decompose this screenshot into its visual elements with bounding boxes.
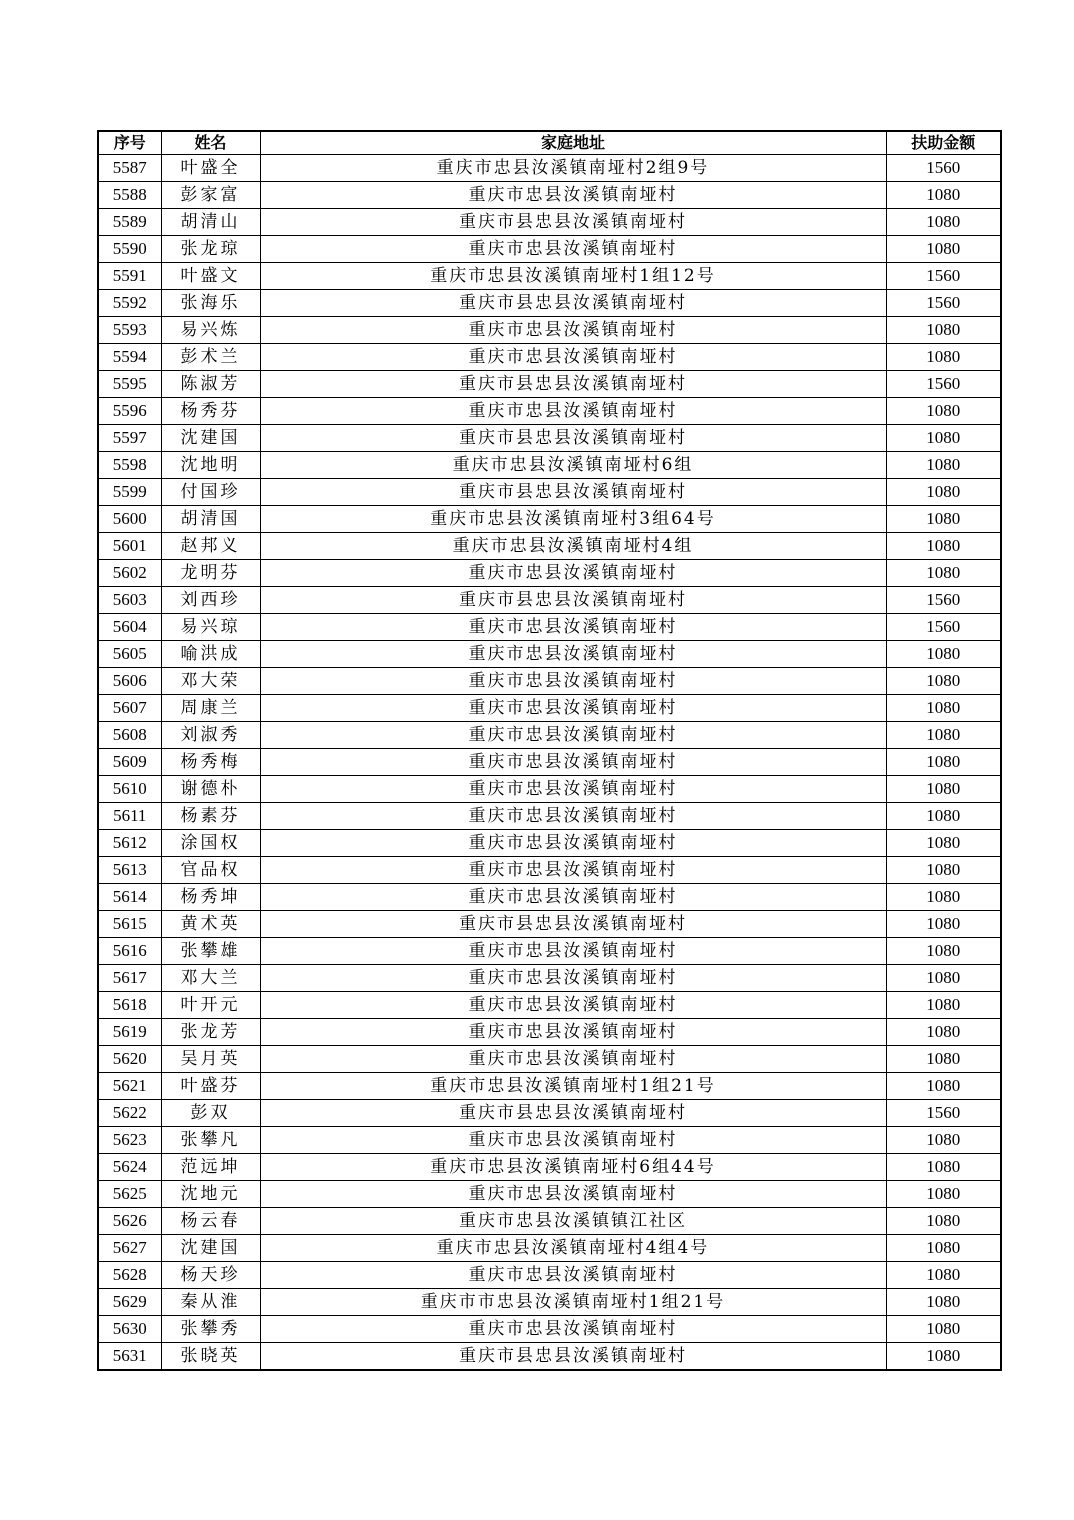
cell-seq: 5621 [98, 1073, 161, 1100]
cell-name: 陈淑芳 [161, 371, 260, 398]
cell-address: 重庆市忠县汝溪镇南垭村 [260, 236, 886, 263]
cell-name: 杨秀梅 [161, 749, 260, 776]
cell-amount: 1080 [886, 1316, 1001, 1343]
cell-address: 重庆市县忠县汝溪镇南垭村 [260, 1343, 886, 1371]
cell-seq: 5610 [98, 776, 161, 803]
cell-address: 重庆市忠县汝溪镇南垭村 [260, 695, 886, 722]
cell-seq: 5593 [98, 317, 161, 344]
table-row [98, 695, 1001, 722]
cell-name: 叶盛全 [161, 155, 260, 182]
cell-address: 重庆市忠县汝溪镇南垭村 [260, 398, 886, 425]
cell-seq: 5592 [98, 290, 161, 317]
table-row [98, 1316, 1001, 1343]
table-row [98, 1073, 1001, 1100]
cell-address: 重庆市忠县汝溪镇南垭村 [260, 1019, 886, 1046]
header-name: 姓名 [161, 131, 260, 155]
cell-seq: 5599 [98, 479, 161, 506]
cell-name: 周康兰 [161, 695, 260, 722]
cell-address: 重庆市忠县汝溪镇南垭村4组4号 [260, 1235, 886, 1262]
cell-seq: 5612 [98, 830, 161, 857]
cell-amount: 1080 [886, 1181, 1001, 1208]
cell-seq: 5600 [98, 506, 161, 533]
cell-name: 沈建国 [161, 1235, 260, 1262]
table-row [98, 911, 1001, 938]
table-row [98, 641, 1001, 668]
cell-address: 重庆市忠县汝溪镇南垭村 [260, 1127, 886, 1154]
cell-name: 谢德朴 [161, 776, 260, 803]
table-row [98, 425, 1001, 452]
cell-amount: 1080 [886, 236, 1001, 263]
cell-seq: 5601 [98, 533, 161, 560]
cell-amount: 1080 [886, 1289, 1001, 1316]
table-row [98, 1100, 1001, 1127]
table-row [98, 884, 1001, 911]
cell-address: 重庆市忠县汝溪镇南垭村1组21号 [260, 1073, 886, 1100]
cell-amount: 1080 [886, 776, 1001, 803]
cell-seq: 5606 [98, 668, 161, 695]
table-row [98, 803, 1001, 830]
cell-name: 叶开元 [161, 992, 260, 1019]
table-row [98, 1019, 1001, 1046]
cell-name: 张龙芳 [161, 1019, 260, 1046]
cell-address: 重庆市忠县汝溪镇南垭村 [260, 722, 886, 749]
cell-amount: 1080 [886, 992, 1001, 1019]
cell-seq: 5588 [98, 182, 161, 209]
cell-seq: 5587 [98, 155, 161, 182]
cell-amount: 1080 [886, 209, 1001, 236]
cell-amount: 1080 [886, 668, 1001, 695]
table-row [98, 290, 1001, 317]
cell-seq: 5604 [98, 614, 161, 641]
cell-seq: 5622 [98, 1100, 161, 1127]
cell-name: 杨秀芬 [161, 398, 260, 425]
cell-amount: 1080 [886, 803, 1001, 830]
cell-address: 重庆市忠县汝溪镇南垭村1组12号 [260, 263, 886, 290]
cell-address: 重庆市忠县汝溪镇南垭村 [260, 1181, 886, 1208]
cell-amount: 1080 [886, 479, 1001, 506]
cell-amount: 1080 [886, 1208, 1001, 1235]
cell-seq: 5628 [98, 1262, 161, 1289]
cell-address: 重庆市忠县汝溪镇南垭村 [260, 992, 886, 1019]
cell-address: 重庆市县忠县汝溪镇南垭村 [260, 587, 886, 614]
cell-address: 重庆市忠县汝溪镇南垭村 [260, 965, 886, 992]
cell-seq: 5615 [98, 911, 161, 938]
cell-address: 重庆市忠县汝溪镇南垭村2组9号 [260, 155, 886, 182]
cell-name: 张龙琼 [161, 236, 260, 263]
cell-seq: 5620 [98, 1046, 161, 1073]
cell-amount: 1560 [886, 155, 1001, 182]
cell-seq: 5598 [98, 452, 161, 479]
cell-name: 邓大兰 [161, 965, 260, 992]
cell-name: 张攀雄 [161, 938, 260, 965]
cell-seq: 5602 [98, 560, 161, 587]
cell-address: 重庆市县忠县汝溪镇南垭村 [260, 1100, 886, 1127]
cell-address: 重庆市忠县汝溪镇南垭村 [260, 182, 886, 209]
cell-name: 杨素芬 [161, 803, 260, 830]
cell-address: 重庆市县忠县汝溪镇南垭村 [260, 911, 886, 938]
cell-name: 张攀凡 [161, 1127, 260, 1154]
cell-amount: 1560 [886, 371, 1001, 398]
table-row [98, 587, 1001, 614]
cell-address: 重庆市县忠县汝溪镇南垭村 [260, 425, 886, 452]
cell-name: 彭术兰 [161, 344, 260, 371]
table-row [98, 992, 1001, 1019]
cell-amount: 1080 [886, 425, 1001, 452]
cell-address: 重庆市忠县汝溪镇南垭村 [260, 560, 886, 587]
cell-name: 张攀秀 [161, 1316, 260, 1343]
table-row [98, 533, 1001, 560]
table-body [98, 155, 1001, 1371]
table-row [98, 560, 1001, 587]
table-row [98, 371, 1001, 398]
cell-address: 重庆市忠县汝溪镇南垭村 [260, 641, 886, 668]
cell-seq: 5618 [98, 992, 161, 1019]
cell-seq: 5591 [98, 263, 161, 290]
cell-amount: 1080 [886, 344, 1001, 371]
cell-address: 重庆市忠县汝溪镇南垭村 [260, 668, 886, 695]
cell-amount: 1080 [886, 938, 1001, 965]
cell-amount: 1080 [886, 1073, 1001, 1100]
cell-name: 沈地明 [161, 452, 260, 479]
cell-name: 沈地元 [161, 1181, 260, 1208]
table-row [98, 506, 1001, 533]
cell-amount: 1080 [886, 1343, 1001, 1371]
table-row [98, 155, 1001, 182]
table-row [98, 1235, 1001, 1262]
cell-address: 重庆市县忠县汝溪镇南垭村 [260, 371, 886, 398]
cell-name: 范远坤 [161, 1154, 260, 1181]
cell-seq: 5607 [98, 695, 161, 722]
cell-seq: 5624 [98, 1154, 161, 1181]
cell-name: 杨云春 [161, 1208, 260, 1235]
cell-seq: 5619 [98, 1019, 161, 1046]
table-row [98, 209, 1001, 236]
cell-amount: 1080 [886, 695, 1001, 722]
cell-address: 重庆市忠县汝溪镇南垭村 [260, 1316, 886, 1343]
cell-amount: 1560 [886, 614, 1001, 641]
cell-amount: 1080 [886, 182, 1001, 209]
table-row [98, 749, 1001, 776]
cell-address: 重庆市忠县汝溪镇南垭村 [260, 749, 886, 776]
cell-address: 重庆市忠县汝溪镇南垭村 [260, 1262, 886, 1289]
cell-seq: 5603 [98, 587, 161, 614]
table-row [98, 1262, 1001, 1289]
cell-name: 杨秀坤 [161, 884, 260, 911]
cell-address: 重庆市忠县汝溪镇南垭村 [260, 884, 886, 911]
cell-name: 彭双 [161, 1100, 260, 1127]
table-row [98, 479, 1001, 506]
cell-name: 秦从淮 [161, 1289, 260, 1316]
cell-amount: 1080 [886, 749, 1001, 776]
table-row [98, 614, 1001, 641]
table-row [98, 830, 1001, 857]
header-seq: 序号 [98, 131, 161, 155]
cell-amount: 1560 [886, 290, 1001, 317]
cell-name: 喻洪成 [161, 641, 260, 668]
cell-amount: 1080 [886, 722, 1001, 749]
table-row [98, 317, 1001, 344]
cell-amount: 1080 [886, 317, 1001, 344]
header-row [98, 131, 1001, 155]
cell-seq: 5630 [98, 1316, 161, 1343]
cell-seq: 5608 [98, 722, 161, 749]
table-row [98, 182, 1001, 209]
table-row [98, 236, 1001, 263]
cell-name: 易兴炼 [161, 317, 260, 344]
cell-address: 重庆市忠县汝溪镇南垭村 [260, 938, 886, 965]
cell-address: 重庆市忠县汝溪镇南垭村6组 [260, 452, 886, 479]
cell-address: 重庆市县忠县汝溪镇南垭村 [260, 290, 886, 317]
cell-name: 付国珍 [161, 479, 260, 506]
cell-address: 重庆市忠县汝溪镇镇江社区 [260, 1208, 886, 1235]
cell-name: 吴月英 [161, 1046, 260, 1073]
cell-name: 刘西珍 [161, 587, 260, 614]
table-row [98, 1289, 1001, 1316]
cell-seq: 5614 [98, 884, 161, 911]
cell-seq: 5590 [98, 236, 161, 263]
cell-name: 赵邦义 [161, 533, 260, 560]
cell-amount: 1560 [886, 587, 1001, 614]
cell-seq: 5623 [98, 1127, 161, 1154]
cell-seq: 5617 [98, 965, 161, 992]
cell-name: 胡清国 [161, 506, 260, 533]
cell-seq: 5625 [98, 1181, 161, 1208]
table-row [98, 938, 1001, 965]
cell-seq: 5589 [98, 209, 161, 236]
cell-address: 重庆市县忠县汝溪镇南垭村 [260, 209, 886, 236]
cell-amount: 1080 [886, 1046, 1001, 1073]
cell-amount: 1080 [886, 884, 1001, 911]
cell-seq: 5631 [98, 1343, 161, 1371]
cell-amount: 1560 [886, 263, 1001, 290]
cell-amount: 1080 [886, 1127, 1001, 1154]
cell-amount: 1080 [886, 857, 1001, 884]
table-row [98, 452, 1001, 479]
cell-amount: 1080 [886, 1019, 1001, 1046]
cell-name: 涂国权 [161, 830, 260, 857]
cell-address: 重庆市市忠县汝溪镇南垭村1组21号 [260, 1289, 886, 1316]
cell-name: 龙明芬 [161, 560, 260, 587]
cell-name: 刘淑秀 [161, 722, 260, 749]
header-amount: 扶助金额 [886, 131, 1001, 155]
cell-name: 叶盛文 [161, 263, 260, 290]
table-row [98, 398, 1001, 425]
cell-name: 张晓英 [161, 1343, 260, 1371]
table-row [98, 1127, 1001, 1154]
cell-address: 重庆市忠县汝溪镇南垭村 [260, 614, 886, 641]
cell-amount: 1080 [886, 533, 1001, 560]
cell-seq: 5629 [98, 1289, 161, 1316]
cell-name: 易兴琼 [161, 614, 260, 641]
table-row [98, 965, 1001, 992]
cell-address: 重庆市忠县汝溪镇南垭村 [260, 344, 886, 371]
cell-seq: 5595 [98, 371, 161, 398]
table-row [98, 344, 1001, 371]
table-row [98, 776, 1001, 803]
cell-name: 彭家富 [161, 182, 260, 209]
cell-amount: 1080 [886, 452, 1001, 479]
cell-address: 重庆市忠县汝溪镇南垭村 [260, 317, 886, 344]
cell-address: 重庆市忠县汝溪镇南垭村 [260, 776, 886, 803]
cell-amount: 1080 [886, 830, 1001, 857]
cell-seq: 5626 [98, 1208, 161, 1235]
cell-amount: 1080 [886, 560, 1001, 587]
cell-amount: 1080 [886, 506, 1001, 533]
table-row [98, 1181, 1001, 1208]
cell-seq: 5609 [98, 749, 161, 776]
cell-seq: 5611 [98, 803, 161, 830]
table-row [98, 263, 1001, 290]
cell-amount: 1080 [886, 911, 1001, 938]
cell-name: 叶盛芬 [161, 1073, 260, 1100]
table-row [98, 857, 1001, 884]
cell-address: 重庆市忠县汝溪镇南垭村4组 [260, 533, 886, 560]
cell-address: 重庆市忠县汝溪镇南垭村 [260, 830, 886, 857]
cell-amount: 1080 [886, 1235, 1001, 1262]
table-row [98, 1046, 1001, 1073]
cell-amount: 1080 [886, 1262, 1001, 1289]
assistance-roster-table [97, 130, 1002, 1371]
cell-address: 重庆市忠县汝溪镇南垭村 [260, 1046, 886, 1073]
cell-amount: 1080 [886, 398, 1001, 425]
cell-name: 沈建国 [161, 425, 260, 452]
cell-amount: 1560 [886, 1100, 1001, 1127]
cell-seq: 5596 [98, 398, 161, 425]
cell-address: 重庆市忠县汝溪镇南垭村3组64号 [260, 506, 886, 533]
cell-name: 黄术英 [161, 911, 260, 938]
cell-seq: 5605 [98, 641, 161, 668]
table-header [98, 131, 1001, 155]
cell-seq: 5613 [98, 857, 161, 884]
cell-amount: 1080 [886, 965, 1001, 992]
cell-address: 重庆市忠县汝溪镇南垭村 [260, 857, 886, 884]
table-row [98, 1208, 1001, 1235]
header-address: 家庭地址 [260, 131, 886, 155]
cell-name: 胡清山 [161, 209, 260, 236]
table-row [98, 722, 1001, 749]
cell-name: 官品权 [161, 857, 260, 884]
cell-address: 重庆市县忠县汝溪镇南垭村 [260, 479, 886, 506]
cell-address: 重庆市忠县汝溪镇南垭村 [260, 803, 886, 830]
table-row [98, 668, 1001, 695]
cell-name: 杨天珍 [161, 1262, 260, 1289]
cell-address: 重庆市忠县汝溪镇南垭村6组44号 [260, 1154, 886, 1181]
table-row [98, 1343, 1001, 1371]
cell-amount: 1080 [886, 641, 1001, 668]
cell-seq: 5597 [98, 425, 161, 452]
cell-seq: 5594 [98, 344, 161, 371]
cell-seq: 5616 [98, 938, 161, 965]
cell-name: 邓大荣 [161, 668, 260, 695]
cell-amount: 1080 [886, 1154, 1001, 1181]
cell-name: 张海乐 [161, 290, 260, 317]
table-row [98, 1154, 1001, 1181]
cell-seq: 5627 [98, 1235, 161, 1262]
